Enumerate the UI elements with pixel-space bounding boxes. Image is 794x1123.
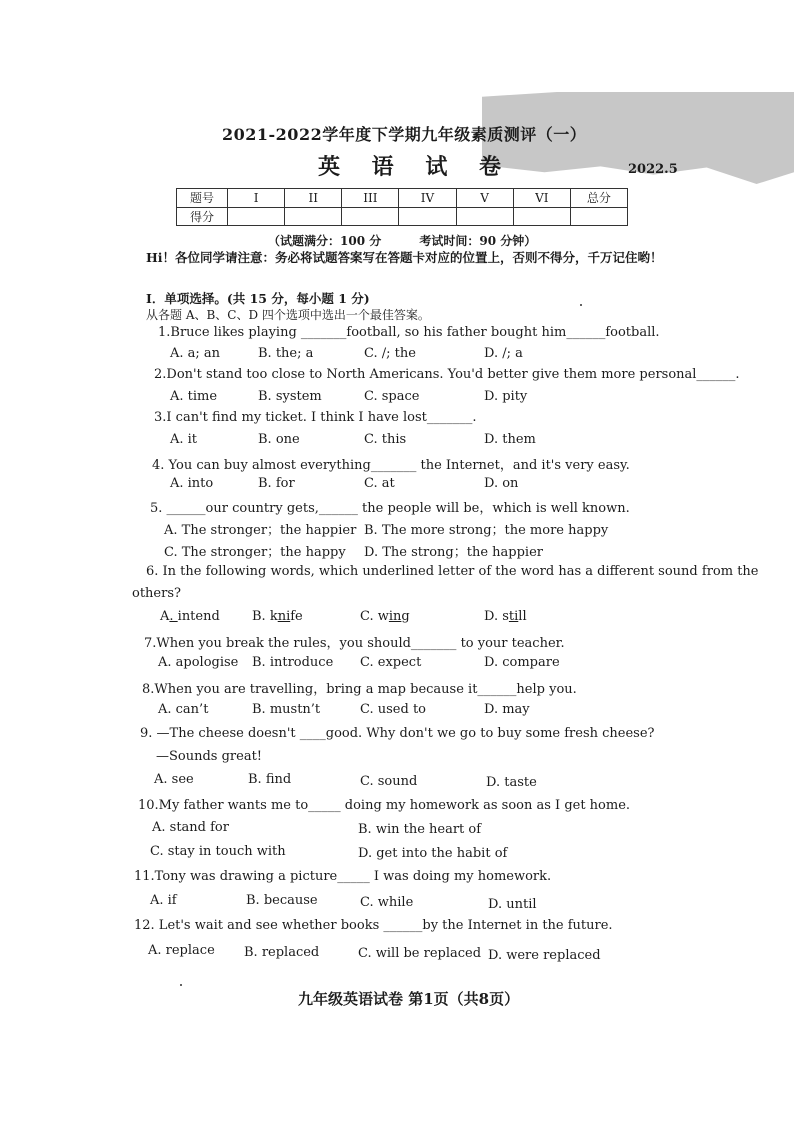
score-cell: IV — [399, 189, 456, 208]
exam-title: 2021-2022学年度下学期九年级素质测评（一） — [222, 125, 587, 144]
option: A. time — [170, 389, 218, 404]
score-cell: III — [342, 189, 399, 208]
score-cell: II — [285, 189, 342, 208]
option: A. intend — [160, 609, 220, 624]
score-cell: 总分 — [570, 189, 627, 208]
option: C. sound — [360, 774, 418, 789]
option: A. replace — [148, 943, 215, 958]
option: A. into — [170, 476, 214, 491]
score-cell: 得分 — [177, 207, 228, 226]
scan-speck — [580, 304, 582, 306]
option: B. mustn’t — [252, 702, 321, 717]
score-table-header-row — [177, 189, 628, 208]
option: C. used to — [360, 702, 426, 717]
question-10: 10.My father wants me to_____ doing my homework as soon as I get home. — [138, 798, 631, 813]
score-cell: I — [228, 189, 285, 208]
question-3: 3.I can't find my ticket. I think I have lost_______. — [154, 410, 477, 425]
score-cell — [285, 207, 342, 226]
score-cell — [399, 207, 456, 226]
question-4: 4. You can buy almost everything_______ the Internet，and it's very easy. — [152, 458, 630, 473]
option: B. The more strong；the more happy — [364, 523, 609, 538]
option: B. knife — [252, 609, 303, 624]
option: A. see — [154, 772, 194, 787]
question-7: 7.When you break the rules，you should_______ to your teacher. — [144, 636, 565, 651]
question-5: 5. ______our country gets,______ the people will be，which is well known. — [150, 501, 630, 516]
option: C. space — [364, 389, 420, 404]
option: B. introduce — [252, 655, 334, 670]
score-cell: 题号 — [177, 189, 228, 208]
score-cell — [513, 207, 570, 226]
option: B. find — [248, 772, 292, 787]
option: D. were replaced — [488, 948, 601, 963]
option: C. will be replaced — [358, 946, 482, 961]
option: B. one — [258, 432, 300, 447]
option: B. replaced — [244, 945, 320, 960]
underlined-letter: ti — [508, 609, 519, 624]
underlined-letter: . — [169, 609, 178, 624]
score-cell — [228, 207, 285, 226]
option: D. /; a — [484, 346, 523, 361]
option: B. system — [258, 389, 322, 404]
score-cell — [570, 207, 627, 226]
option: C. wing — [360, 609, 410, 624]
score-cell: VI — [513, 189, 570, 208]
option: C. /; the — [364, 346, 416, 361]
score-cell: V — [456, 189, 513, 208]
option: A. it — [170, 432, 198, 447]
option: A. stand for — [152, 820, 229, 835]
option: D. on — [484, 476, 519, 491]
score-table-score-row — [177, 207, 628, 226]
section-instruction: 从各题 A、B、C、D 四个选项中选出一个最佳答案。 — [146, 308, 430, 322]
option: B. win the heart of — [358, 822, 482, 837]
option: D. get into the habit of — [358, 846, 508, 861]
section-title: Ⅰ．单项选择。(共 15 分，每小题 1 分) — [146, 291, 370, 306]
underlined-letter: ni — [277, 609, 291, 624]
page-footer: 九年级英语试卷 第1页（共8页） — [298, 990, 520, 1008]
option: C. stay in touch with — [150, 844, 286, 859]
option: D. pity — [484, 389, 528, 404]
option: D. compare — [484, 655, 560, 670]
option: C. at — [364, 476, 395, 491]
subject-title: 英 语 试 卷 — [318, 154, 513, 180]
option: A. can’t — [158, 702, 209, 717]
option: C. expect — [360, 655, 422, 670]
option: B. for — [258, 476, 295, 491]
underlined-letter: in — [388, 609, 402, 624]
option: D. taste — [486, 775, 537, 790]
score-table — [176, 188, 628, 226]
option: A. apologise — [158, 655, 239, 670]
question-1: 1.Bruce likes playing _______football, so his father bought him______football. — [158, 325, 660, 340]
score-cell — [456, 207, 513, 226]
question-8: 8.When you are travelling，bring a map because it______help you. — [142, 682, 577, 697]
option: A. The stronger；the happier — [164, 523, 357, 538]
option: D. until — [488, 897, 537, 912]
option: D. them — [484, 432, 536, 447]
option: D. The strong；the happier — [364, 545, 543, 560]
option: C. The stronger；the happy — [164, 545, 346, 560]
option: A. a; an — [170, 346, 221, 361]
question-6: 6. In the following words, which underlined letter of the word has a different sound from the — [146, 564, 759, 579]
question-2: 2.Don't stand too close to North Americans. You'd better give them more personal______. — [154, 367, 740, 382]
notice: Hi！各位同学请注意：务必将试题答案写在答题卡对应的位置上，否则不得分，千万记住哟！ — [146, 250, 663, 265]
scan-speck — [180, 984, 182, 986]
option: C. this — [364, 432, 407, 447]
option: C. while — [360, 895, 414, 910]
option: D. still — [484, 609, 527, 624]
exam-date: 2022.5 — [628, 162, 678, 177]
question-9-reply: —Sounds great! — [156, 749, 263, 764]
full-score: （试题满分：100 分 — [268, 234, 382, 248]
score-cell — [342, 207, 399, 226]
question-11: 11.Tony was drawing a picture_____ I was doing my homework. — [134, 869, 552, 884]
option: D. may — [484, 702, 530, 717]
question-9: 9. —The cheese doesn't ____good. Why don't we go to buy some fresh cheese? — [140, 726, 655, 741]
question-12: 12. Let's wait and see whether books ______by the Internet in the future. — [134, 918, 613, 933]
exam-time: 考试时间：90 分钟） — [419, 234, 537, 248]
option: B. because — [246, 893, 318, 908]
option: B. the; a — [258, 346, 314, 361]
question-6-continued: others? — [132, 586, 181, 601]
option: A. if — [150, 893, 177, 908]
